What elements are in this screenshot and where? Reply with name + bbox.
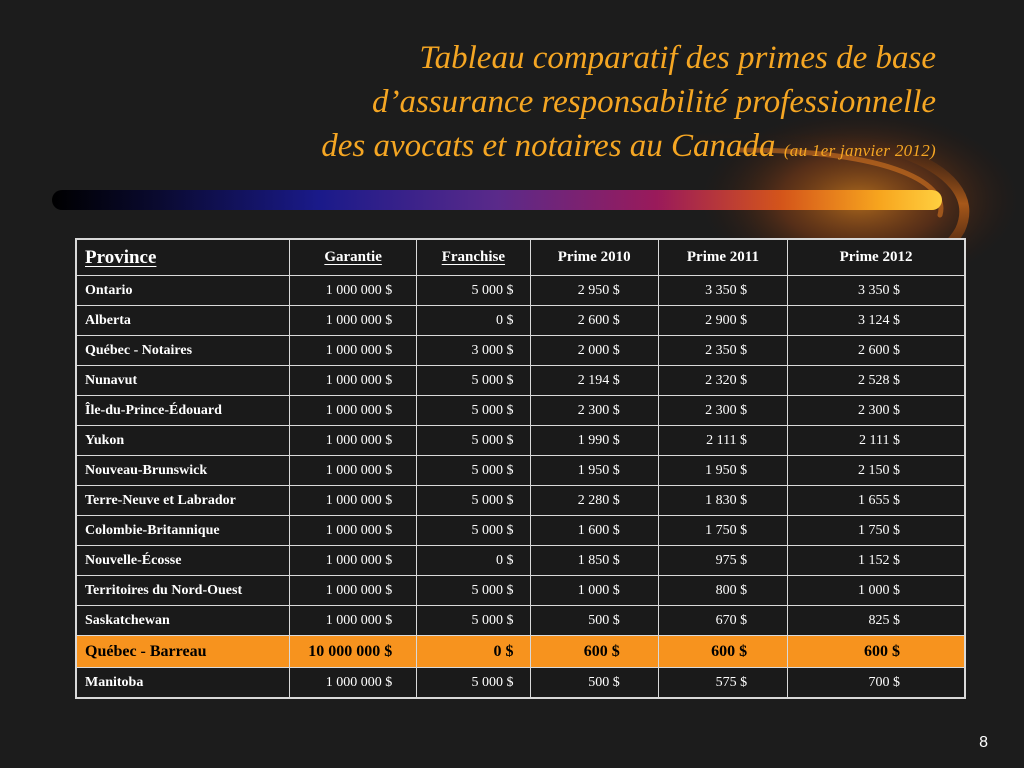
- cell-garantie: 1 000 000 $: [289, 546, 416, 576]
- cell-prime-2012: 600 $: [788, 636, 965, 668]
- title-date: (au 1er janvier 2012): [783, 141, 936, 160]
- cell-prime-2011: 2 350 $: [658, 336, 787, 366]
- cell-franchise: 3 000 $: [417, 336, 530, 366]
- cell-prime-2012: 700 $: [788, 668, 965, 699]
- cell-garantie: 1 000 000 $: [289, 276, 416, 306]
- cell-prime-2011: 1 830 $: [658, 486, 787, 516]
- cell-prime-2010: 500 $: [530, 606, 658, 636]
- cell-franchise: 5 000 $: [417, 576, 530, 606]
- cell-prime-2010: 2 300 $: [530, 396, 658, 426]
- cell-province: Yukon: [76, 426, 289, 456]
- cell-prime-2010: 2 280 $: [530, 486, 658, 516]
- cell-prime-2011: 3 350 $: [658, 276, 787, 306]
- table-row: [76, 366, 965, 396]
- cell-franchise: 0 $: [417, 306, 530, 336]
- cell-prime-2011: 2 320 $: [658, 366, 787, 396]
- cell-prime-2011: 575 $: [658, 668, 787, 699]
- cell-franchise: 5 000 $: [417, 606, 530, 636]
- cell-prime-2012: 3 124 $: [788, 306, 965, 336]
- header-prime-2010: Prime 2010: [530, 239, 658, 276]
- cell-prime-2012: 2 150 $: [788, 456, 965, 486]
- table-body: [76, 276, 965, 699]
- cell-province: Île-du-Prince-Édouard: [76, 396, 289, 426]
- cell-province: Nunavut: [76, 366, 289, 396]
- table-row: [76, 576, 965, 606]
- cell-franchise: 5 000 $: [417, 668, 530, 699]
- cell-prime-2010: 2 950 $: [530, 276, 658, 306]
- cell-prime-2010: 2 600 $: [530, 306, 658, 336]
- premiums-table-container: [75, 238, 966, 699]
- cell-garantie: 1 000 000 $: [289, 576, 416, 606]
- cell-province: Colombie-Britannique: [76, 516, 289, 546]
- table-row: [76, 276, 965, 306]
- cell-province: Québec - Notaires: [76, 336, 289, 366]
- table-row: [76, 396, 965, 426]
- cell-prime-2011: 2 111 $: [658, 426, 787, 456]
- cell-garantie: 1 000 000 $: [289, 396, 416, 426]
- cell-prime-2012: 2 111 $: [788, 426, 965, 456]
- cell-prime-2010: 500 $: [530, 668, 658, 699]
- cell-province: Territoires du Nord-Ouest: [76, 576, 289, 606]
- cell-province: Alberta: [76, 306, 289, 336]
- cell-prime-2012: 2 300 $: [788, 396, 965, 426]
- cell-province: Ontario: [76, 276, 289, 306]
- cell-garantie: 1 000 000 $: [289, 426, 416, 456]
- cell-garantie: 1 000 000 $: [289, 306, 416, 336]
- cell-prime-2012: 1 750 $: [788, 516, 965, 546]
- table-row: [76, 606, 965, 636]
- cell-prime-2012: 2 528 $: [788, 366, 965, 396]
- cell-prime-2010: 2 000 $: [530, 336, 658, 366]
- cell-prime-2010: 2 194 $: [530, 366, 658, 396]
- title-line-3: [136, 124, 936, 173]
- cell-prime-2010: 1 990 $: [530, 426, 658, 456]
- cell-province: Manitoba: [76, 668, 289, 699]
- cell-garantie: 1 000 000 $: [289, 336, 416, 366]
- title-line-1: Tableau comparatif des primes de base: [419, 40, 936, 76]
- cell-province: Terre-Neuve et Labrador: [76, 486, 289, 516]
- cell-prime-2012: 1 655 $: [788, 486, 965, 516]
- cell-prime-2011: 2 300 $: [658, 396, 787, 426]
- page-number: 8: [979, 734, 988, 751]
- cell-prime-2010: 1 600 $: [530, 516, 658, 546]
- table-row: [76, 516, 965, 546]
- cell-garantie: 1 000 000 $: [289, 516, 416, 546]
- premiums-table: [75, 238, 966, 699]
- cell-franchise: 0 $: [417, 546, 530, 576]
- cell-prime-2012: 1 152 $: [788, 546, 965, 576]
- cell-province: Nouveau-Brunswick: [76, 456, 289, 486]
- title-line-3-text: des avocats et notaires au Canada: [321, 128, 776, 164]
- cell-franchise: 5 000 $: [417, 276, 530, 306]
- table-row: [76, 426, 965, 456]
- cell-province: Québec - Barreau: [76, 636, 289, 668]
- cell-prime-2012: 3 350 $: [788, 276, 965, 306]
- cell-prime-2011: 1 950 $: [658, 456, 787, 486]
- table-row: [76, 306, 965, 336]
- header-row: [76, 239, 965, 276]
- cell-garantie: 1 000 000 $: [289, 456, 416, 486]
- cell-garantie: 1 000 000 $: [289, 606, 416, 636]
- cell-prime-2010: 1 000 $: [530, 576, 658, 606]
- header-prime-2012: Prime 2012: [788, 239, 965, 276]
- header-province: Province: [76, 239, 289, 276]
- table-row: [76, 668, 965, 699]
- cell-franchise: 0 $: [417, 636, 530, 668]
- cell-province: Saskatchewan: [76, 606, 289, 636]
- table-row: [76, 456, 965, 486]
- table-row: [76, 546, 965, 576]
- cell-prime-2010: 600 $: [530, 636, 658, 668]
- cell-garantie: 1 000 000 $: [289, 486, 416, 516]
- cell-franchise: 5 000 $: [417, 516, 530, 546]
- cell-prime-2012: 825 $: [788, 606, 965, 636]
- cell-franchise: 5 000 $: [417, 426, 530, 456]
- cell-garantie: 10 000 000 $: [289, 636, 416, 668]
- cell-prime-2011: 2 900 $: [658, 306, 787, 336]
- table-row: [76, 336, 965, 366]
- cell-prime-2012: 2 600 $: [788, 336, 965, 366]
- cell-franchise: 5 000 $: [417, 486, 530, 516]
- table-header: [76, 239, 965, 276]
- cell-prime-2011: 670 $: [658, 606, 787, 636]
- slide-title: [136, 36, 936, 173]
- cell-garantie: 1 000 000 $: [289, 668, 416, 699]
- cell-garantie: 1 000 000 $: [289, 366, 416, 396]
- cell-prime-2010: 1 850 $: [530, 546, 658, 576]
- cell-prime-2011: 600 $: [658, 636, 787, 668]
- header-franchise: Franchise: [417, 239, 530, 276]
- table-row: [76, 486, 965, 516]
- title-line-2: d’assurance responsabilité professionnelle: [372, 84, 936, 120]
- cell-prime-2011: 800 $: [658, 576, 787, 606]
- cell-franchise: 5 000 $: [417, 456, 530, 486]
- cell-prime-2012: 1 000 $: [788, 576, 965, 606]
- cell-franchise: 5 000 $: [417, 396, 530, 426]
- cell-prime-2011: 1 750 $: [658, 516, 787, 546]
- cell-franchise: 5 000 $: [417, 366, 530, 396]
- table-row: [76, 636, 965, 668]
- cell-prime-2010: 1 950 $: [530, 456, 658, 486]
- header-garantie: Garantie: [289, 239, 416, 276]
- cell-province: Nouvelle-Écosse: [76, 546, 289, 576]
- header-prime-2011: Prime 2011: [658, 239, 787, 276]
- cell-prime-2011: 975 $: [658, 546, 787, 576]
